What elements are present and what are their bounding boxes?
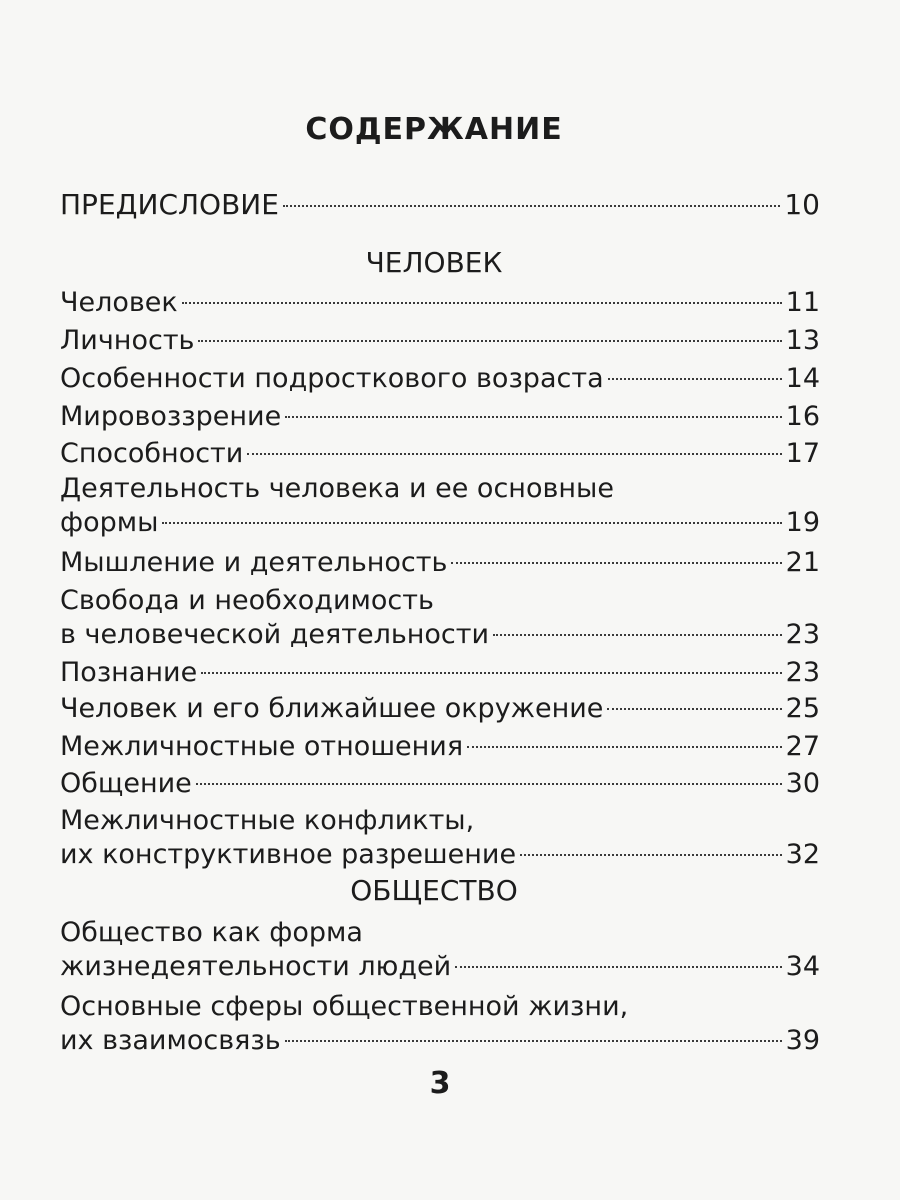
dot-leader	[201, 672, 781, 674]
page-number: 3	[429, 1066, 451, 1101]
toc-entry-label: ПРЕДИСЛОВИЕ	[60, 188, 279, 221]
toc-entry	[60, 437, 820, 471]
toc-page-number: 39	[785, 1025, 820, 1056]
toc-entry	[60, 286, 820, 320]
toc-entry	[60, 990, 820, 1058]
toc-entry	[60, 692, 820, 726]
dot-leader	[467, 746, 782, 748]
toc-entry	[60, 767, 820, 801]
toc-entry	[60, 546, 820, 580]
dot-leader	[520, 854, 782, 856]
toc-page-number: 25	[785, 693, 820, 724]
toc-entry-label: формы	[60, 507, 159, 538]
toc-entry-label: Человек	[60, 287, 178, 318]
toc-page-number: 11	[785, 287, 820, 318]
toc-entry	[60, 362, 820, 396]
toc-entry	[60, 730, 820, 764]
toc-page-number: 10	[784, 188, 820, 221]
dot-leader	[607, 708, 781, 710]
toc-entry-label: Личность	[60, 325, 195, 356]
toc-page-number: 14	[785, 363, 820, 394]
dot-leader	[247, 453, 781, 455]
toc-entry	[60, 656, 820, 690]
dot-leader	[285, 416, 781, 418]
toc-entry	[60, 400, 820, 434]
toc-entry-label: Особенности подросткового возраста	[60, 363, 604, 394]
toc-entry-label: Человек и его ближайшее окружение	[60, 693, 604, 724]
toc-page-number: 19	[785, 507, 820, 538]
section-heading-obshchestvo: ОБЩЕСТВО	[350, 874, 518, 907]
toc-page-number: 34	[785, 951, 820, 982]
toc-page-number: 13	[785, 325, 820, 356]
toc-entry-label: Познание	[60, 657, 198, 688]
toc-entry-label: Свобода и необходимость	[60, 585, 434, 616]
toc-entry-label: Общество как форма	[60, 917, 363, 948]
dot-leader	[162, 522, 781, 524]
toc-entry-label: жизнедеятельности людей	[60, 951, 452, 982]
toc-entry-preface	[60, 188, 820, 222]
dot-leader	[198, 340, 781, 342]
toc-entry-label: Межличностные конфликты,	[60, 805, 475, 836]
toc-page-number: 21	[785, 547, 820, 578]
toc-entry-label: Межличностные отношения	[60, 731, 464, 762]
toc-page-number: 32	[785, 839, 820, 870]
dot-leader	[182, 302, 782, 304]
toc-entry-label: их взаимосвязь	[60, 1025, 281, 1056]
page-title: СОДЕРЖАНИЕ	[305, 112, 563, 147]
toc-page-number: 23	[785, 657, 820, 688]
toc-entry	[60, 584, 820, 652]
dot-leader	[455, 966, 781, 968]
dot-leader	[493, 634, 782, 636]
toc-entry	[60, 804, 820, 872]
toc-page-number: 30	[785, 768, 820, 799]
toc-entry-label: Основные сферы общественной жизни,	[60, 991, 629, 1022]
toc-entry-label: Общение	[60, 768, 192, 799]
toc-entry-label: Мировоззрение	[60, 401, 282, 432]
toc-page-number: 27	[785, 731, 820, 762]
section-heading-chelovek: ЧЕЛОВЕК	[365, 246, 503, 279]
toc-entry-label: их конструктивное разрешение	[60, 839, 517, 870]
toc-page-number: 23	[785, 619, 820, 650]
toc-entry-label: Мышление и деятельность	[60, 547, 448, 578]
dot-leader	[608, 378, 782, 380]
toc-entry-label: Способности	[60, 438, 244, 469]
toc-entry	[60, 916, 820, 984]
toc-page-number: 16	[785, 401, 820, 432]
toc-entry	[60, 472, 820, 540]
toc-entry-label: в человеческой деятельности	[60, 619, 490, 650]
dot-leader	[285, 1040, 782, 1042]
dot-leader	[451, 562, 781, 564]
dot-leader	[283, 205, 780, 207]
toc-page-number: 17	[785, 438, 820, 469]
toc-entry	[60, 324, 820, 358]
toc-entry-label: Деятельность человека и ее основные	[60, 473, 614, 504]
dot-leader	[196, 783, 782, 785]
